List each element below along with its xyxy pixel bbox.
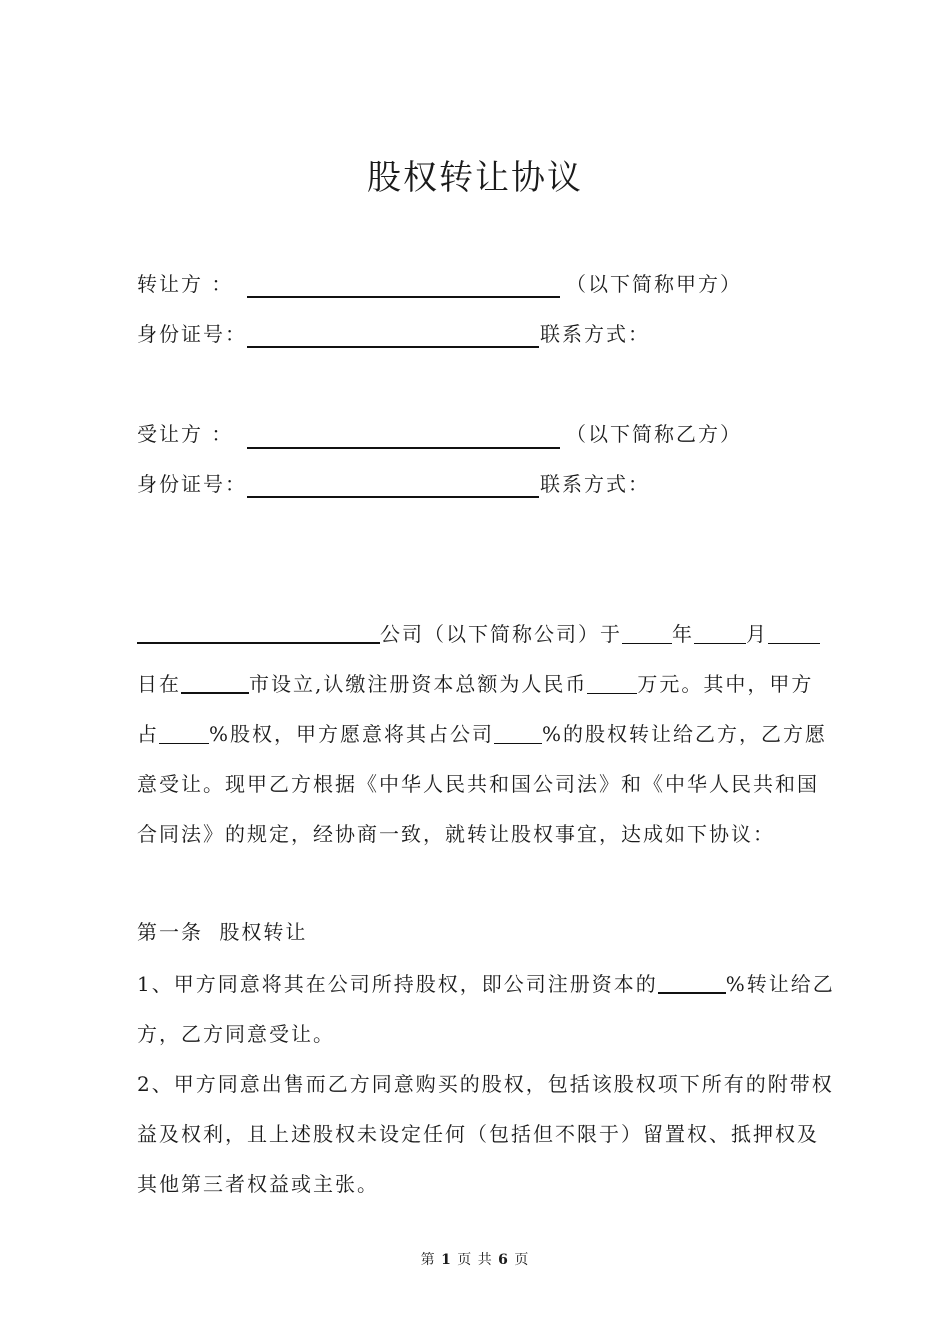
clause-1-line-2: 方，乙方同意受让。 xyxy=(137,1022,335,1046)
intro-text: 市设立,认缴注册资本总额为人民币 xyxy=(249,672,588,696)
year-blank[interactable] xyxy=(622,623,672,644)
footer-text: 页 xyxy=(514,1252,530,1268)
transferor-contact-label: 联系方式： xyxy=(540,322,650,346)
article-1-heading: 第一条 股权转让 xyxy=(137,920,308,944)
intro-line-2 xyxy=(137,668,813,697)
clause-1-line-1 xyxy=(137,968,835,997)
year-label: 年 xyxy=(672,622,694,646)
total-pages: 6 xyxy=(498,1252,509,1268)
day-blank[interactable] xyxy=(768,623,820,644)
intro-line-4: 意受让。现甲乙方根据《中华人民共和国公司法》和《中华人民共和国 xyxy=(137,772,819,796)
month-blank[interactable] xyxy=(694,623,746,644)
transferor-id-label: 身份证号： xyxy=(137,322,247,346)
transferor-label: 转让方 ： xyxy=(137,272,234,296)
transferee-label: 受让方 ： xyxy=(137,422,234,446)
clause-text: %转让给乙 xyxy=(725,972,835,996)
page-footer xyxy=(0,1249,950,1269)
transferee-note: （以下简称乙方） xyxy=(566,422,742,446)
page-number: 1 xyxy=(441,1252,452,1268)
city-blank[interactable] xyxy=(181,672,249,694)
intro-line-1 xyxy=(137,618,820,647)
transferee-contact-label: 联系方式： xyxy=(540,472,650,496)
clause-2-line-1: 2、甲方同意出售而乙方同意购买的股权，包括该股权项下所有的附带权 xyxy=(137,1072,834,1096)
capital-blank[interactable] xyxy=(587,673,637,694)
intro-line-3 xyxy=(137,718,827,747)
footer-text: 页 共 xyxy=(457,1252,493,1268)
footer-text: 第 xyxy=(420,1252,436,1268)
month-label: 月 xyxy=(746,622,768,646)
day-label: 日在 xyxy=(137,672,181,696)
document-title: 股权转让协议 xyxy=(367,158,583,198)
transferee-name-line[interactable] xyxy=(247,447,560,449)
clause-text: 1、甲方同意将其在公司所持股权，即公司注册资本的 xyxy=(137,972,658,996)
transferor-id-line[interactable] xyxy=(247,346,539,348)
transferor-name-line[interactable] xyxy=(247,296,560,298)
clause-percent-blank[interactable] xyxy=(658,972,726,994)
intro-text: %的股权转让给乙方，乙方愿 xyxy=(542,722,828,746)
clause-2-line-3: 其他第三者权益或主张。 xyxy=(137,1172,379,1196)
share-percent-blank[interactable] xyxy=(159,723,209,744)
intro-line-5: 合同法》的规定，经协商一致，就转让股权事宜，达成如下协议： xyxy=(137,822,775,846)
transferee-id-label: 身份证号： xyxy=(137,472,247,496)
intro-text: 占 xyxy=(137,722,159,746)
transfer-percent-blank[interactable] xyxy=(494,723,542,744)
company-name-blank[interactable] xyxy=(137,622,380,644)
transferee-id-line[interactable] xyxy=(247,496,539,498)
intro-text: 万元。其中，甲方 xyxy=(637,672,814,696)
intro-text: %股权，甲方愿意将其占公司 xyxy=(209,722,495,746)
intro-text: 公司（以下简称公司）于 xyxy=(380,622,622,646)
transferor-note: （以下简称甲方） xyxy=(566,272,742,296)
clause-2-line-2: 益及权利，且上述股权未设定任何（包括但不限于）留置权、抵押权及 xyxy=(137,1122,819,1146)
